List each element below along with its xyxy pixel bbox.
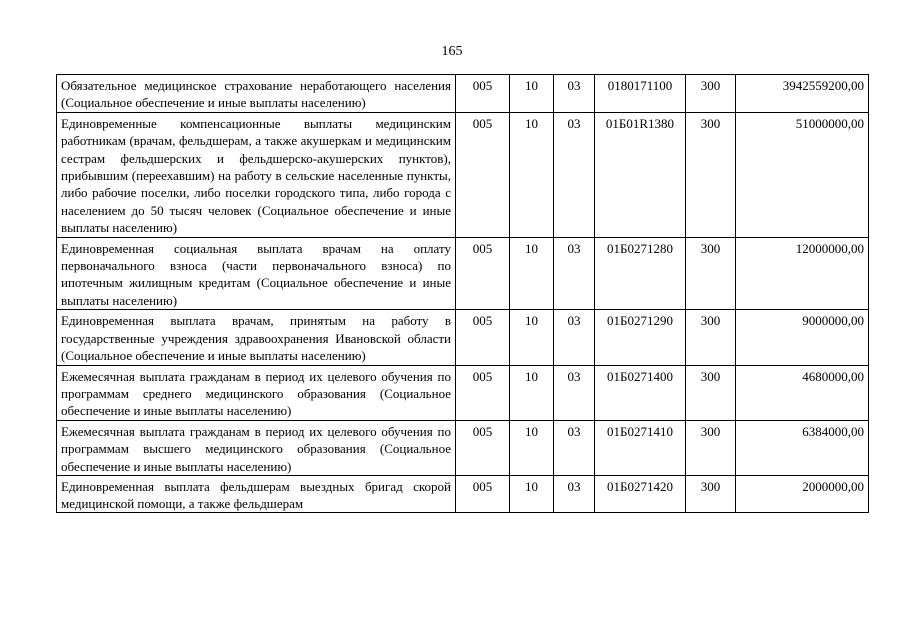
amount: 6384000,00 bbox=[736, 420, 869, 475]
amount: 2000000,00 bbox=[736, 475, 869, 512]
table-row bbox=[57, 75, 869, 113]
section-code: 10 bbox=[510, 475, 554, 512]
row-description: Единовременные компенсационные выплаты медицинским работникам (врачам, фельдшерам, а также акушеркам и медицинским сестрам фельдшерских и фельдшерско-акушерских пунктов), прибывшим (переехавшим) на работу в сельские населенные пункты, либо рабочие поселки, либо поселки городского типа, либо города с населением до 50 тысяч человек (Социальное обеспечение и иные выплаты населению) bbox=[57, 112, 456, 237]
row-description: Ежемесячная выплата гражданам в период их целевого обучения по программам высшего медицинского образования (Социальное обеспечение и иные выплаты населению) bbox=[57, 420, 456, 475]
amount: 4680000,00 bbox=[736, 365, 869, 420]
subsection-code: 03 bbox=[554, 310, 595, 365]
amount: 12000000,00 bbox=[736, 237, 869, 310]
subsection-code: 03 bbox=[554, 75, 595, 113]
ministry-code: 005 bbox=[456, 310, 510, 365]
section-code: 10 bbox=[510, 75, 554, 113]
budget-table bbox=[56, 74, 869, 513]
table-row bbox=[57, 365, 869, 420]
subsection-code: 03 bbox=[554, 112, 595, 237]
section-code: 10 bbox=[510, 365, 554, 420]
subsection-code: 03 bbox=[554, 365, 595, 420]
target-item-code: 01Б01R1380 bbox=[595, 112, 686, 237]
row-description-text: Единовременная выплата фельдшерам выездных бригад скорой медицинской помощи, а также фельдшерам bbox=[61, 478, 451, 512]
row-description: Обязательное медицинское страхование неработающего населения (Социальное обеспечение и иные выплаты населению) bbox=[57, 75, 456, 113]
row-description: Единовременная социальная выплата врачам на оплату первоначального взноса (части первоначального взноса) по ипотечным жилищным кредитам (Социальное обеспечение и иные выплаты населению) bbox=[57, 237, 456, 310]
target-item-code: 01Б0271400 bbox=[595, 365, 686, 420]
expense-type-code: 300 bbox=[686, 475, 736, 512]
section-code: 10 bbox=[510, 420, 554, 475]
amount: 51000000,00 bbox=[736, 112, 869, 237]
table-row bbox=[57, 475, 869, 512]
expense-type-code: 300 bbox=[686, 420, 736, 475]
expense-type-code: 300 bbox=[686, 310, 736, 365]
target-item-code: 01Б0271420 bbox=[595, 475, 686, 512]
section-code: 10 bbox=[510, 237, 554, 310]
ministry-code: 005 bbox=[456, 237, 510, 310]
target-item-code: 01Б0271410 bbox=[595, 420, 686, 475]
row-description bbox=[57, 475, 456, 512]
ministry-code: 005 bbox=[456, 75, 510, 113]
target-item-code: 0180171100 bbox=[595, 75, 686, 113]
section-code: 10 bbox=[510, 310, 554, 365]
ministry-code: 005 bbox=[456, 475, 510, 512]
row-description: Единовременная выплата врачам, принятым на работу в государственные учреждения здравоохранения Ивановской области (Социальное обеспечение и иные выплаты населению) bbox=[57, 310, 456, 365]
row-description: Ежемесячная выплата гражданам в период их целевого обучения по программам среднего медицинского образования (Социальное обеспечение и иные выплаты населению) bbox=[57, 365, 456, 420]
table-row bbox=[57, 237, 869, 310]
subsection-code: 03 bbox=[554, 420, 595, 475]
table-row bbox=[57, 112, 869, 237]
subsection-code: 03 bbox=[554, 475, 595, 512]
table-row bbox=[57, 420, 869, 475]
section-code: 10 bbox=[510, 112, 554, 237]
subsection-code: 03 bbox=[554, 237, 595, 310]
table-row bbox=[57, 310, 869, 365]
target-item-code: 01Б0271290 bbox=[595, 310, 686, 365]
target-item-code: 01Б0271280 bbox=[595, 237, 686, 310]
expense-type-code: 300 bbox=[686, 237, 736, 310]
page-number: 165 bbox=[441, 44, 463, 59]
expense-type-code: 300 bbox=[686, 112, 736, 237]
amount: 3942559200,00 bbox=[736, 75, 869, 113]
amount: 9000000,00 bbox=[736, 310, 869, 365]
ministry-code: 005 bbox=[456, 365, 510, 420]
expense-type-code: 300 bbox=[686, 75, 736, 113]
ministry-code: 005 bbox=[456, 112, 510, 237]
ministry-code: 005 bbox=[456, 420, 510, 475]
expense-type-code: 300 bbox=[686, 365, 736, 420]
